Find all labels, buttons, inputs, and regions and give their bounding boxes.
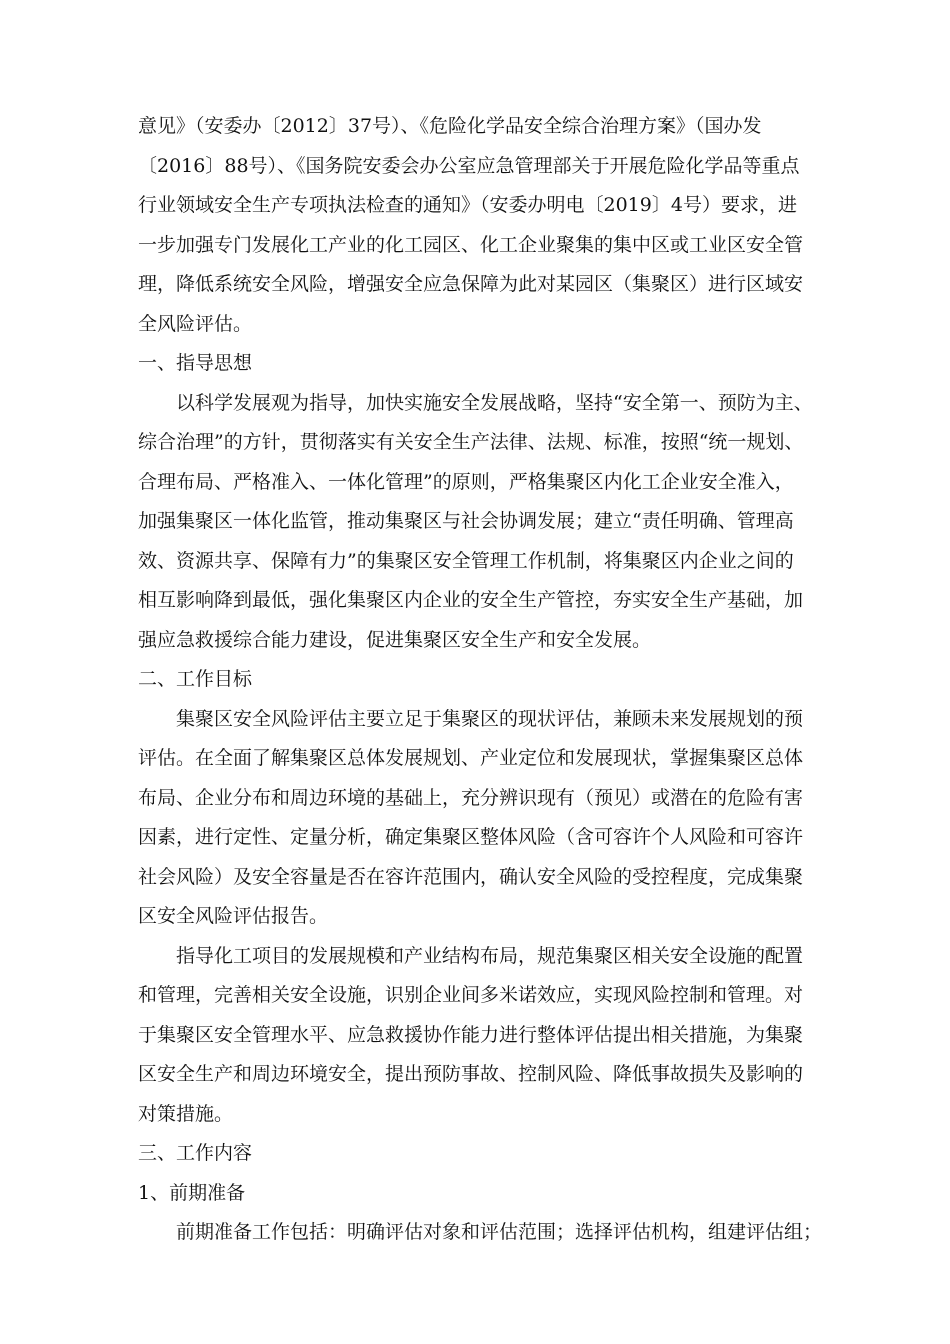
paragraph-line: 区安全风险评估报告。 bbox=[138, 905, 329, 927]
paragraph-line: 强应急救援综合能力建设，促进集聚区安全生产和安全发展。 bbox=[138, 628, 652, 651]
paragraph-line: 效、资源共享、保障有力”的集聚区安全管理工作机制，将集聚区内企业之间的 bbox=[138, 549, 794, 572]
paragraph-line: 合理布局、严格准入、一体化管理”的原则，严格集聚区内化工企业安全准入， bbox=[138, 470, 794, 493]
paragraph-line: 于集聚区安全管理水平、应急救援协作能力进行整体评估提出相关措施，为集聚 bbox=[138, 1023, 804, 1046]
paragraph-line: 加强集聚区一体化监管，推动集聚区与社会协调发展；建立“责任明确、管理高 bbox=[138, 510, 794, 532]
paragraph-line: 一步加强专门发展化工产业的化工园区、化工企业聚集的集中区或工业区安全管 bbox=[138, 233, 804, 256]
section-heading: 二、工作目标 bbox=[138, 668, 253, 690]
section-heading: 三、工作内容 bbox=[138, 1142, 253, 1164]
paragraph-line: 集聚区安全风险评估主要立足于集聚区的现状评估，兼顾未来发展规划的预 bbox=[176, 707, 804, 730]
paragraph-line: 对策措施。 bbox=[138, 1102, 234, 1125]
paragraph-line: 布局、企业分布和周边环境的基础上，充分辨识现有（预见）或潜在的危险有害 bbox=[138, 786, 804, 809]
paragraph-line: 相互影响降到最低，强化集聚区内企业的安全生产管控，夯实安全生产基础，加 bbox=[138, 589, 804, 611]
document-body bbox=[138, 107, 823, 1253]
paragraph-line: 社会风险）及安全容量是否在容许范围内，确认安全风险的受控程度，完成集聚 bbox=[138, 865, 804, 888]
paragraph-line: 意见》（安委办〔2012〕37号）、《危险化学品安全综合治理方案》（国办发 bbox=[138, 115, 762, 137]
paragraph-line: 评估。在全面了解集聚区总体发展规划、产业定位和发展现状，掌握集聚区总体 bbox=[138, 747, 804, 769]
paragraph-line: 〔2016〕88号）、《国务院安委会办公室应急管理部关于开展危险化学品等重点 bbox=[138, 154, 800, 177]
paragraph-line: 前期准备工作包括：明确评估对象和评估范围；选择评估机构，组建评估组； bbox=[176, 1221, 823, 1243]
paragraph-line: 行业领域安全生产专项执法检查的通知》（安委办明电〔2019〕4号）要求，进 bbox=[138, 194, 797, 216]
paragraph-line: 理，降低系统安全风险，增强安全应急保障为此对某园区（集聚区）进行区域安 bbox=[138, 273, 804, 295]
paragraph-line: 因素，进行定性、定量分析，确定集聚区整体风险（含可容许个人风险和可容许 bbox=[138, 826, 804, 848]
paragraph-line: 和管理，完善相关安全设施，识别企业间多米诺效应，实现风险控制和管理。对 bbox=[138, 984, 804, 1006]
section-heading: 1、前期准备 bbox=[138, 1181, 246, 1204]
paragraph-line: 综合治理”的方针，贯彻落实有关安全生产法律、法规、标准，按照“统一规划、 bbox=[138, 431, 804, 453]
section-heading: 一、指导思想 bbox=[138, 352, 253, 374]
paragraph-line: 全风险评估。 bbox=[138, 312, 253, 335]
paragraph-line: 以科学发展观为指导，加快实施安全发展战略，坚持“安全第一、预防为主、 bbox=[176, 391, 813, 414]
paragraph-line: 区安全生产和周边环境安全，提出预防事故、控制风险、降低事故损失及影响的 bbox=[138, 1063, 804, 1085]
paragraph-line: 指导化工项目的发展规模和产业结构布局，规范集聚区相关安全设施的配置 bbox=[176, 944, 804, 967]
